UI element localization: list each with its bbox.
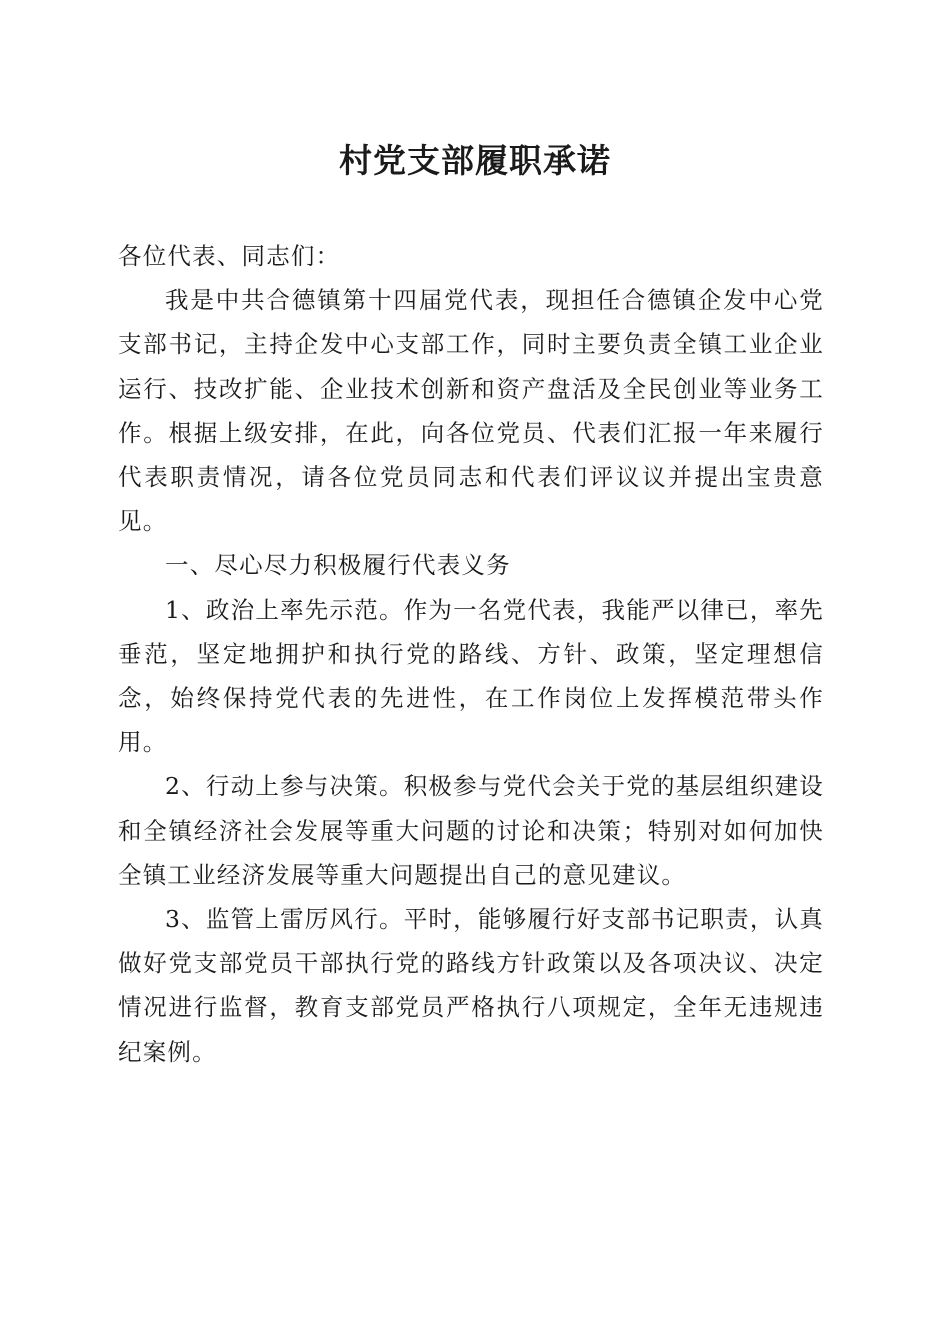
document-title: 村党支部履职承诺 bbox=[339, 141, 611, 180]
section-heading-1: 一、尽心尽力积极履行代表义务 bbox=[165, 551, 511, 580]
paragraph-item-2: 2、行动上参与决策。积极参与党代会关于党的基层组织建设和全镇经济社会发展等重大问题的讨论和决策；特别对如何加快全镇工业经济发展等重大问题提出自己的意见建议。 bbox=[118, 772, 824, 889]
paragraph-item-3: 3、监管上雷厉风行。平时，能够履行好支部书记职责，认真做好党支部党员干部执行党的路线方针政策以及各项决议、决定情况进行监督，教育支部党员严格执行八项规定，全年无违规违纪案例。 bbox=[118, 905, 824, 1066]
paragraph-item-1: 1、政治上率先示范。作为一名党代表，我能严以律已，率先垂范，坚定地拥护和执行党的路线、方针、政策，坚定理想信念，始终保持党代表的先进性，在工作岗位上发挥模范带头作用。 bbox=[118, 595, 824, 757]
salutation: 各位代表、同志们： bbox=[118, 242, 341, 270]
intro-paragraph: 我是中共合德镇第十四届党代表，现担任合德镇企发中心党支部书记，主持企发中心支部工作，同时主要负责全镇工业企业运行、技改扩能、企业技术创新和资产盘活及全民创业等业务工作。根据上级安排，在此，向各位党员、代表们汇报一年来履行代表职责情况，请各位党员同志和代表们评议议并提出宝贵意见。 bbox=[118, 286, 824, 536]
document-body bbox=[118, 234, 824, 1074]
